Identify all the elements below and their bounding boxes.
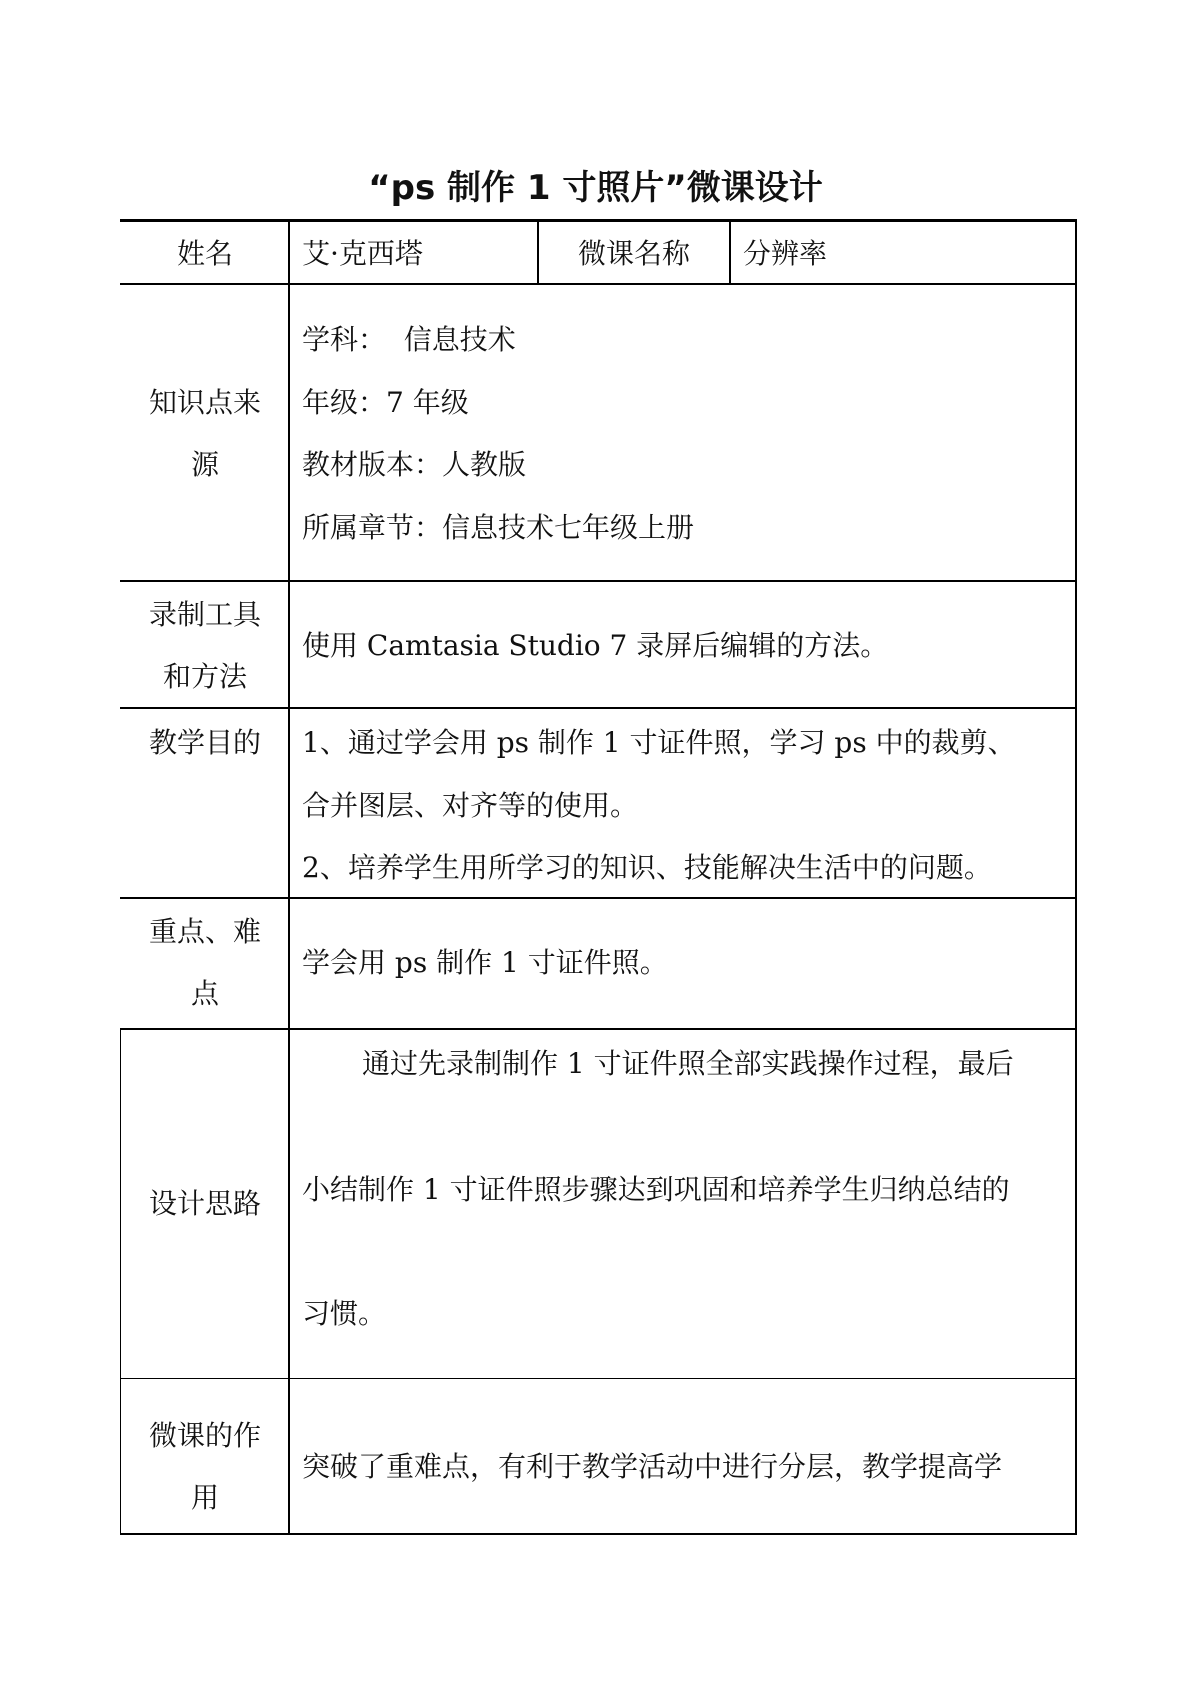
tools-label-line1: 录制工具: [148, 598, 261, 631]
key-label-line1: 重点、难: [148, 915, 261, 948]
label-column-divider: [288, 220, 290, 1534]
goal-line-1: 1、通过学会用 ps 制作 1 寸证件照，学习 ps 中的裁剪、: [302, 726, 1016, 759]
source-label-line2: 源: [190, 448, 219, 481]
row-divider: [120, 283, 1077, 285]
source-label-line1: 知识点来: [148, 386, 261, 419]
row-divider: [120, 897, 1077, 899]
course-name-label: 微课名称: [577, 237, 690, 270]
table-bottom-border: [120, 1533, 1077, 1535]
effect-label-line2: 用: [190, 1481, 219, 1514]
grade-line: 年级：7 年级: [302, 386, 469, 419]
row-divider: [120, 1378, 1077, 1379]
name-label: 姓名: [176, 237, 233, 270]
table-top-border: [120, 219, 1077, 222]
row-divider: [120, 1028, 1077, 1030]
tools-text: 使用 Camtasia Studio 7 录屏后编辑的方法。: [302, 629, 889, 662]
design-line-3: 习惯。: [302, 1297, 387, 1330]
design-line-1: 通过先录制制作 1 寸证件照全部实践操作过程，最后: [362, 1047, 1014, 1080]
table-left-border: [120, 1028, 121, 1534]
goal-line-2: 合并图层、对齐等的使用。: [302, 789, 639, 822]
tools-label-line2: 和方法: [162, 660, 247, 693]
course-name-value: 分辨率: [743, 237, 828, 270]
key-label-line2: 点: [190, 977, 219, 1010]
row-divider: [120, 580, 1077, 582]
design-label: 设计思路: [148, 1187, 261, 1220]
name-value: 艾·克西塔: [302, 237, 423, 270]
key-text: 学会用 ps 制作 1 寸证件照。: [302, 946, 668, 979]
row-divider: [120, 707, 1077, 709]
table-right-border: [1075, 220, 1077, 1534]
effect-text: 突破了重难点，有利于教学活动中进行分层，教学提高学: [302, 1450, 1003, 1483]
textbook-line: 教材版本：人教版: [302, 448, 527, 481]
column-divider: [729, 220, 731, 284]
chapter-line: 所属章节：信息技术七年级上册: [302, 511, 695, 544]
goal-line-3: 2、培养学生用所学习的知识、技能解决生活中的问题。: [302, 851, 992, 884]
document-title: “ps 制作 1 寸照片”微课设计: [368, 168, 823, 208]
design-line-2: 小结制作 1 寸证件照步骤达到巩固和培养学生归纳总结的: [302, 1173, 1010, 1206]
subject-line: 学科： 信息技术: [302, 323, 516, 356]
effect-label-line1: 微课的作: [148, 1419, 261, 1452]
goal-label: 教学目的: [148, 726, 261, 759]
